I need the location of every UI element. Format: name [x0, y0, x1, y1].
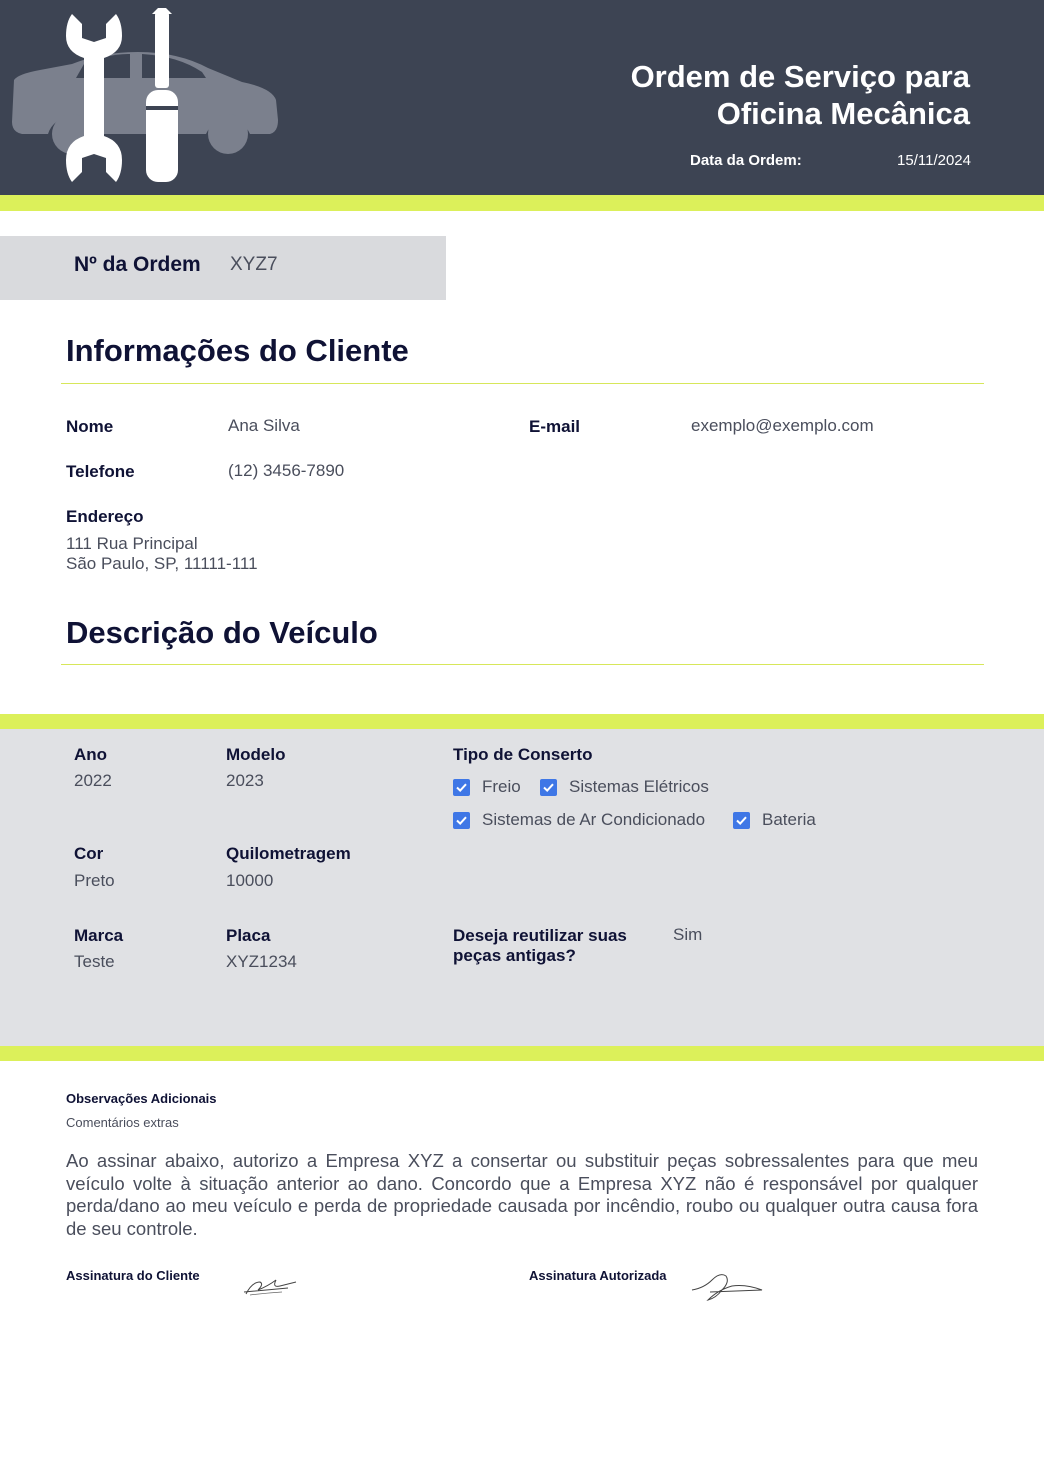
title-line-2: Oficina Mecânica: [716, 96, 970, 131]
client-phone-value: (12) 3456-7890: [228, 461, 345, 480]
checkbox-checked-icon[interactable]: [453, 812, 470, 829]
title-line-1: Ordem de Serviço para: [630, 59, 970, 94]
checkbox-checked-icon[interactable]: [453, 779, 470, 796]
order-date-label: Data da Ordem:: [690, 152, 802, 169]
vehicle-year-label: Ano: [74, 745, 108, 764]
authorization-statement: Ao assinar abaixo, autorizo a Empresa XYZ a consertar ou substituir peças sobressalentes para que meu veículo volte à situação anterior ao dano. Concordo que a Empresa XYZ não é responsável por qualquer perda/dano ao meu veículo e perda de propriedade causada por incêndio, roubo ou qualquer outra causa fora de seu controle.: [66, 1150, 978, 1239]
order-date-value: 15/11/2024: [897, 152, 971, 169]
vehicle-section-title: Descrição do Veículo: [66, 615, 378, 650]
repair-checkbox-label: Bateria: [762, 810, 816, 829]
client-phone-label: Telefone: [66, 462, 135, 481]
vehicle-color-label: Cor: [74, 844, 104, 863]
accent-bar-vehicle-bottom: [0, 1046, 1044, 1061]
client-address-line-1: 111 Rua Principal: [66, 534, 198, 553]
order-number-label: Nº da Ordem: [74, 253, 201, 276]
repair-checkbox-freio[interactable]: [453, 777, 521, 797]
client-name-value: Ana Silva: [228, 416, 300, 435]
reuse-parts-label-line-2: peças antigas?: [453, 946, 576, 965]
repair-checkbox-sistemas-eletricos[interactable]: [540, 777, 709, 797]
client-signature-image: [242, 1274, 300, 1298]
repair-type-label: Tipo de Conserto: [453, 745, 593, 764]
vehicle-brand-label: Marca: [74, 926, 124, 945]
client-address-line-2: São Paulo, SP, 11111-111: [66, 554, 258, 573]
checkbox-checked-icon[interactable]: [733, 812, 750, 829]
repair-checkbox-bateria[interactable]: [733, 810, 816, 830]
reuse-parts-label-line-1: Deseja reutilizar suas: [453, 926, 627, 945]
authorized-signature-label: Assinatura Autorizada: [529, 1268, 667, 1283]
authorized-signature-image: [690, 1268, 766, 1304]
accent-bar-top: [0, 195, 1044, 211]
notes-text: Comentários extras: [66, 1115, 179, 1130]
client-section-title: Informações do Cliente: [66, 333, 409, 368]
client-section-divider: [61, 383, 984, 384]
repair-checkbox-label: Sistemas de Ar Condicionado: [482, 810, 706, 829]
vehicle-color-value: Preto: [74, 871, 115, 890]
client-email-value: exemplo@exemplo.com: [691, 416, 874, 435]
accent-bar-vehicle-top: [0, 714, 1044, 729]
client-name-label: Nome: [66, 417, 114, 436]
vehicle-mileage-value: 10000: [226, 871, 274, 890]
vehicle-section-divider: [61, 664, 984, 665]
reuse-parts-label: [453, 926, 627, 966]
client-signature-label: Assinatura do Cliente: [66, 1268, 200, 1283]
order-number-box: [0, 236, 446, 300]
page-title: [510, 58, 970, 132]
vehicle-year-value: 2022: [74, 771, 112, 790]
vehicle-mileage-label: Quilometragem: [226, 844, 351, 863]
vehicle-model-label: Modelo: [226, 745, 286, 764]
repair-checkbox-label: Freio: [482, 777, 521, 796]
client-address-label: Endereço: [66, 507, 144, 526]
vehicle-plate-value: XYZ1234: [226, 952, 297, 971]
checkbox-checked-icon[interactable]: [540, 779, 557, 796]
vehicle-brand-value: Teste: [74, 952, 115, 971]
repair-checkbox-label: Sistemas Elétricos: [569, 777, 709, 796]
vehicle-plate-label: Placa: [226, 926, 271, 945]
client-email-label: E-mail: [529, 417, 581, 436]
car-wrench-screwdriver-icon: [10, 8, 282, 188]
header: [0, 0, 1044, 195]
reuse-parts-value: Sim: [673, 925, 703, 944]
vehicle-panel: [0, 729, 1044, 1046]
repair-checkbox-ar-condicionado[interactable]: [453, 810, 705, 830]
notes-title: Observações Adicionais: [66, 1091, 217, 1106]
order-number-value: XYZ7: [230, 254, 278, 275]
vehicle-model-value: 2023: [226, 771, 264, 790]
